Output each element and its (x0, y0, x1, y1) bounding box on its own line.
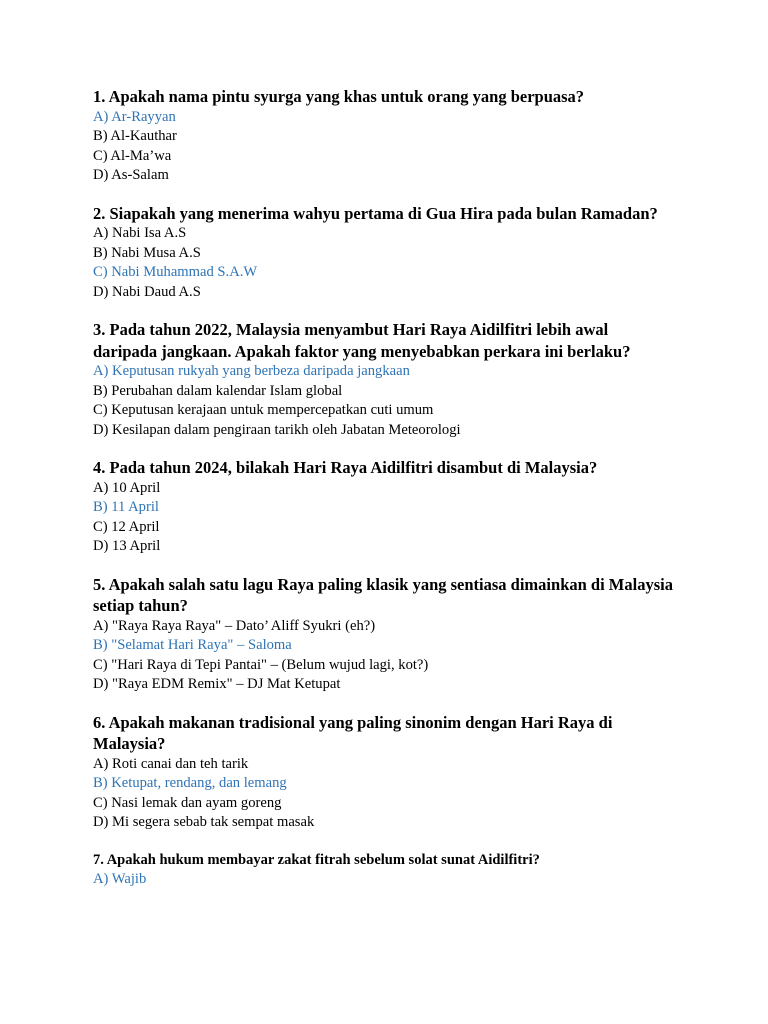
option-a: A) Ar-Rayyan (93, 108, 176, 125)
option-list (93, 479, 673, 557)
option-c: C) Keputusan kerajaan untuk mempercepatkan cuti umum (93, 402, 434, 418)
option-a: A) Keputusan rukyah yang berbeza daripada jangkaan (93, 363, 410, 379)
option-a: A) "Raya Raya Raya" – Dato’ Aliff Syukri (eh?) (93, 617, 376, 634)
option-d: D) "Raya EDM Remix" – DJ Mat Ketupat (93, 676, 341, 692)
question-1 (93, 86, 673, 186)
option-list (93, 108, 673, 186)
option-list (93, 755, 673, 833)
option-c: C) Nasi lemak dan ayam goreng (93, 794, 282, 811)
question-3 (93, 319, 673, 440)
option-c: C) "Hari Raya di Tepi Pantai" – (Belum wujud lagi, kot?) (93, 656, 429, 673)
option-b: B) Ketupat, rendang, dan lemang (93, 775, 287, 791)
question-7 (93, 850, 673, 890)
option-d: D) 13 April (93, 538, 161, 554)
option-a: A) Wajib (93, 870, 147, 887)
option-a: A) Roti canai dan teh tarik (93, 755, 249, 772)
option-b: B) "Selamat Hari Raya" – Saloma (93, 637, 292, 653)
option-b: B) 11 April (93, 499, 159, 515)
option-a: A) 10 April (93, 479, 161, 496)
option-d: D) Mi segera sebab tak sempat masak (93, 814, 315, 830)
option-c: C) Nabi Muhammad S.A.W (93, 264, 258, 280)
question-2 (93, 203, 673, 303)
option-d: D) Kesilapan dalam pengiraan tarikh oleh Jabatan Meteorologi (93, 421, 461, 438)
question-5 (93, 574, 673, 695)
option-b: B) Al-Kauthar (93, 128, 177, 144)
option-list (93, 362, 673, 440)
option-c: C) 12 April (93, 518, 160, 535)
question-text: 2. Siapakah yang menerima wahyu pertama di Gua Hira pada bulan Ramadan? (93, 203, 658, 223)
question-text: 7. Apakah hukum membayar zakat fitrah sebelum solat sunat Aidilfitri? (93, 851, 540, 868)
option-list (93, 870, 673, 890)
question-text: 4. Pada tahun 2024, bilakah Hari Raya Aidilfitri disambut di Malaysia? (93, 458, 598, 477)
option-c: C) Al-Ma’wa (93, 147, 172, 164)
question-text: 1. Apakah nama pintu syurga yang khas untuk orang yang berpuasa? (93, 87, 585, 106)
option-b: B) Perubahan dalam kalendar Islam global (93, 382, 343, 399)
question-6 (93, 712, 673, 833)
quiz-page (93, 86, 673, 906)
option-d: D) Nabi Daud A.S (93, 283, 201, 300)
question-text: 3. Pada tahun 2022, Malaysia menyambut Hari Raya Aidilfitri lebih awal daripada jangkaan. Apakah faktor yang menyebabkan perkara ini berlaku? (93, 320, 631, 361)
option-a: A) Nabi Isa A.S (93, 225, 187, 241)
option-list (93, 224, 673, 302)
question-4 (93, 457, 673, 557)
option-b: B) Nabi Musa A.S (93, 244, 201, 261)
question-text: 5. Apakah salah satu lagu Raya paling klasik yang sentiasa dimainkan di Malaysia setiap tahun? (93, 574, 673, 615)
option-d: D) As-Salam (93, 167, 169, 183)
option-list (93, 617, 673, 695)
question-text: 6. Apakah makanan tradisional yang paling sinonim dengan Hari Raya di Malaysia? (93, 712, 613, 753)
